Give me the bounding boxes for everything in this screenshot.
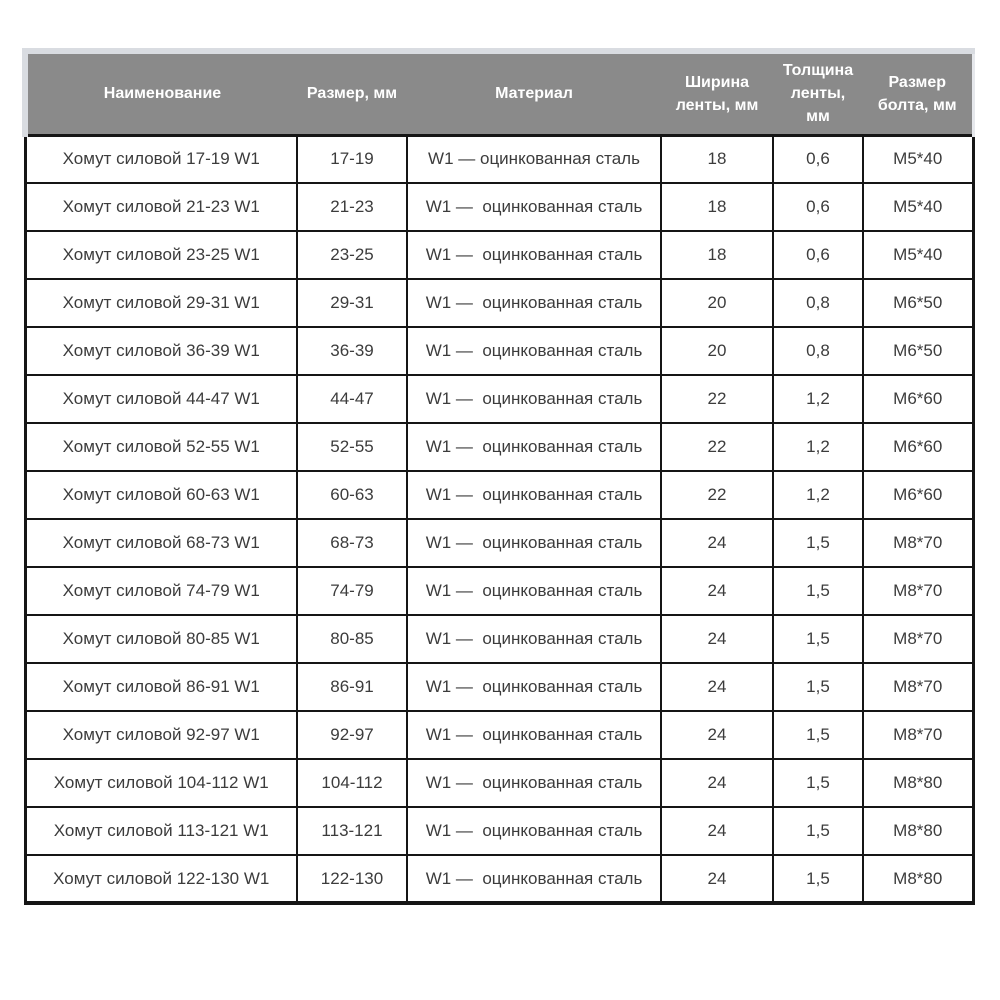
cell-band-thickness: 0,8 <box>773 279 863 327</box>
table-row <box>25 231 973 279</box>
cell-band-width: 20 <box>661 279 773 327</box>
column-header-material: Материал <box>407 51 661 135</box>
cell-material: W1 — оцинкованная сталь <box>407 615 661 663</box>
cell-name: Хомут силовой 29-31 W1 <box>25 279 297 327</box>
cell-band-width: 24 <box>661 711 773 759</box>
cell-band-thickness: 1,5 <box>773 759 863 807</box>
cell-band-width: 24 <box>661 663 773 711</box>
cell-material: W1 — оцинкованная сталь <box>407 807 661 855</box>
cell-band-thickness: 1,5 <box>773 519 863 567</box>
cell-name: Хомут силовой 23-25 W1 <box>25 231 297 279</box>
cell-material: W1 — оцинкованная сталь <box>407 231 661 279</box>
cell-band-width: 18 <box>661 231 773 279</box>
column-header-size: Размер, мм <box>297 51 407 135</box>
cell-band-thickness: 1,2 <box>773 471 863 519</box>
cell-band-width: 22 <box>661 423 773 471</box>
cell-material: W1 — оцинкованная сталь <box>407 711 661 759</box>
cell-band-width: 18 <box>661 183 773 231</box>
cell-bolt-size: M6*50 <box>863 279 973 327</box>
table-row <box>25 711 973 759</box>
cell-material: W1 — оцинкованная сталь <box>407 663 661 711</box>
cell-band-thickness: 1,5 <box>773 615 863 663</box>
cell-band-width: 20 <box>661 327 773 375</box>
cell-name: Хомут силовой 68-73 W1 <box>25 519 297 567</box>
cell-band-width: 18 <box>661 135 773 183</box>
cell-name: Хомут силовой 17-19 W1 <box>25 135 297 183</box>
cell-band-thickness: 0,6 <box>773 135 863 183</box>
table-row <box>25 135 973 183</box>
cell-band-width: 24 <box>661 567 773 615</box>
cell-band-width: 24 <box>661 615 773 663</box>
cell-bolt-size: M8*70 <box>863 567 973 615</box>
cell-name: Хомут силовой 44-47 W1 <box>25 375 297 423</box>
spec-table <box>22 48 975 905</box>
cell-band-thickness: 0,8 <box>773 327 863 375</box>
cell-size: 52-55 <box>297 423 407 471</box>
cell-size: 36-39 <box>297 327 407 375</box>
cell-size: 23-25 <box>297 231 407 279</box>
cell-material: W1 — оцинкованная сталь <box>407 375 661 423</box>
cell-band-thickness: 1,5 <box>773 855 863 903</box>
table-row <box>25 423 973 471</box>
column-header-band-thickness: Толщина ленты, мм <box>773 51 863 135</box>
cell-band-width: 22 <box>661 375 773 423</box>
cell-size: 80-85 <box>297 615 407 663</box>
cell-band-thickness: 1,5 <box>773 807 863 855</box>
cell-material: W1 — оцинкованная сталь <box>407 855 661 903</box>
cell-material: W1 — оцинкованная сталь <box>407 135 661 183</box>
table-header <box>25 51 973 135</box>
cell-name: Хомут силовой 122-130 W1 <box>25 855 297 903</box>
cell-band-width: 24 <box>661 855 773 903</box>
table-row <box>25 615 973 663</box>
cell-size: 68-73 <box>297 519 407 567</box>
table-row <box>25 519 973 567</box>
cell-name: Хомут силовой 104-112 W1 <box>25 759 297 807</box>
cell-band-thickness: 1,5 <box>773 711 863 759</box>
table-row <box>25 183 973 231</box>
column-header-bolt-size: Размер болта, мм <box>863 51 973 135</box>
cell-name: Хомут силовой 74-79 W1 <box>25 567 297 615</box>
table-row <box>25 567 973 615</box>
cell-material: W1 — оцинкованная сталь <box>407 759 661 807</box>
cell-bolt-size: M8*80 <box>863 807 973 855</box>
cell-material: W1 — оцинкованная сталь <box>407 471 661 519</box>
cell-band-thickness: 1,2 <box>773 375 863 423</box>
table-row <box>25 279 973 327</box>
table-area <box>22 48 975 905</box>
cell-band-width: 22 <box>661 471 773 519</box>
cell-bolt-size: M8*70 <box>863 663 973 711</box>
cell-material: W1 — оцинкованная сталь <box>407 183 661 231</box>
cell-bolt-size: M8*80 <box>863 855 973 903</box>
cell-material: W1 — оцинкованная сталь <box>407 567 661 615</box>
cell-size: 92-97 <box>297 711 407 759</box>
cell-bolt-size: M8*70 <box>863 711 973 759</box>
cell-bolt-size: M5*40 <box>863 135 973 183</box>
cell-band-width: 24 <box>661 759 773 807</box>
cell-size: 86-91 <box>297 663 407 711</box>
table-row <box>25 663 973 711</box>
cell-name: Хомут силовой 113-121 W1 <box>25 807 297 855</box>
cell-size: 21-23 <box>297 183 407 231</box>
table-row <box>25 855 973 903</box>
cell-band-width: 24 <box>661 519 773 567</box>
cell-material: W1 — оцинкованная сталь <box>407 327 661 375</box>
cell-name: Хомут силовой 36-39 W1 <box>25 327 297 375</box>
cell-band-thickness: 0,6 <box>773 183 863 231</box>
cell-band-thickness: 0,6 <box>773 231 863 279</box>
cell-size: 60-63 <box>297 471 407 519</box>
cell-name: Хомут силовой 92-97 W1 <box>25 711 297 759</box>
cell-name: Хомут силовой 86-91 W1 <box>25 663 297 711</box>
cell-size: 113-121 <box>297 807 407 855</box>
table-row <box>25 375 973 423</box>
table-row <box>25 327 973 375</box>
cell-bolt-size: M5*40 <box>863 231 973 279</box>
table-row <box>25 471 973 519</box>
cell-band-thickness: 1,2 <box>773 423 863 471</box>
cell-material: W1 — оцинкованная сталь <box>407 279 661 327</box>
cell-name: Хомут силовой 52-55 W1 <box>25 423 297 471</box>
cell-band-thickness: 1,5 <box>773 567 863 615</box>
cell-band-width: 24 <box>661 807 773 855</box>
table-row <box>25 807 973 855</box>
cell-name: Хомут силовой 21-23 W1 <box>25 183 297 231</box>
cell-size: 104-112 <box>297 759 407 807</box>
cell-bolt-size: M6*50 <box>863 327 973 375</box>
cell-bolt-size: M8*80 <box>863 759 973 807</box>
cell-bolt-size: M6*60 <box>863 471 973 519</box>
cell-band-thickness: 1,5 <box>773 663 863 711</box>
column-header-band-width: Ширина ленты, мм <box>661 51 773 135</box>
cell-name: Хомут силовой 60-63 W1 <box>25 471 297 519</box>
cell-bolt-size: M8*70 <box>863 615 973 663</box>
cell-size: 17-19 <box>297 135 407 183</box>
cell-material: W1 — оцинкованная сталь <box>407 519 661 567</box>
cell-bolt-size: M8*70 <box>863 519 973 567</box>
table-row <box>25 759 973 807</box>
cell-size: 44-47 <box>297 375 407 423</box>
cell-material: W1 — оцинкованная сталь <box>407 423 661 471</box>
table-body <box>25 135 973 903</box>
cell-bolt-size: M6*60 <box>863 423 973 471</box>
header-row <box>25 51 973 135</box>
cell-bolt-size: M6*60 <box>863 375 973 423</box>
cell-bolt-size: M5*40 <box>863 183 973 231</box>
column-header-name: Наименование <box>25 51 297 135</box>
cell-size: 29-31 <box>297 279 407 327</box>
cell-size: 74-79 <box>297 567 407 615</box>
cell-name: Хомут силовой 80-85 W1 <box>25 615 297 663</box>
cell-size: 122-130 <box>297 855 407 903</box>
